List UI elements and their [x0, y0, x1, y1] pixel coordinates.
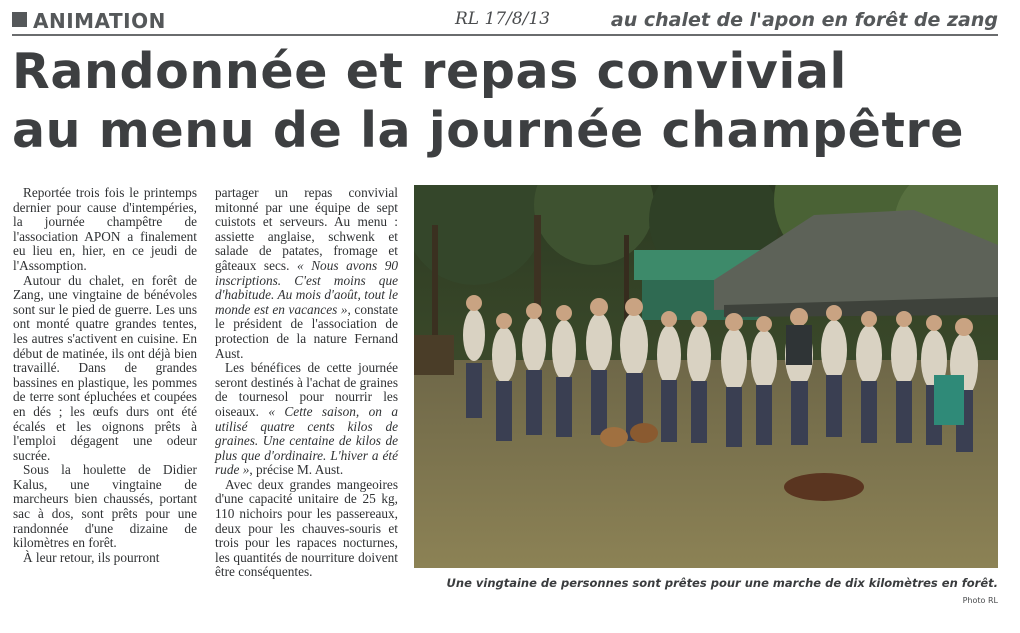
- group-photo: [414, 185, 998, 568]
- headline-line-1: Randonnée et repas convivial: [12, 43, 847, 100]
- text-run: partager un repas convivial mitonné par une équipe de sept cuistots et serveurs. Au menu : assiette anglaise, schwenk et salade de patates, fromage et gâteaux secs.: [215, 185, 398, 273]
- paragraph: [215, 186, 398, 361]
- text-run: , précise M. Aust.: [249, 462, 344, 478]
- handwritten-date-note: RL 17/8/13: [455, 9, 551, 29]
- section-header: [12, 9, 998, 36]
- quote: « Cette saison, on a utilisé quatre cents kilos de graines. Une centaine de kilos de plus que d'ordinaire. L'hiver a été rude »: [215, 403, 398, 478]
- text-run: Les bénéfices de cette journée seront destinés à l'achat de graines de tournesol pour nourrir les oiseaux.: [215, 360, 398, 419]
- photo-credit: Photo RL: [962, 596, 998, 605]
- paragraph: Avec deux grandes mangeoires d'une capacité unitaire de 25 kg, 110 nichoirs pour les passereaux, deux pour les chauves-souris et trois pour les rapaces nocturnes, les quantités de nourriture doivent être conséquentes.: [215, 476, 398, 580]
- headline: [12, 42, 1002, 160]
- kicker: au chalet de l'apon en forêt de zang: [610, 9, 998, 31]
- paragraph: Autour du chalet, en forêt de Zang, une vingtaine de bénévoles sont sur le pied de guerre. Les uns ont monté quatre grandes tentes, les autres s'activent en cuisine. En début de matinée, ils ont déjà bien travaillé. Dans de grandes bassines en plastique, les pommes de terre sont épluchées et coupées en dés ; les œufs durs ont été écalés et les oignons prêts à l'emploi dégagent une odeur sucrée.: [13, 272, 197, 463]
- paragraph: À leur retour, ils pourront: [23, 549, 160, 565]
- text-run: , constate le président de l'association de protection de la nature Fernand Aust.: [215, 301, 398, 361]
- article-column-1: [13, 186, 197, 565]
- paragraph: Sous la houlette de Didier Kalus, une vingtaine de marcheurs bien chaussés, portant sac à dos, sont prêts pour une randonnée d'une dizaine de kilomètres en forêt.: [13, 462, 197, 551]
- quote: « Nous avons 90 inscriptions. C'est moins que d'habitude. Au mois d'août, tout le monde est en vacances »: [215, 257, 398, 317]
- paragraph: Reportée trois fois le printemps dernier pour cause d'intempéries, la journée champêtre de l'association APON a finalement eu lieu en, hier, en ce jeudi de l'Assomption.: [13, 185, 197, 273]
- article-column-2: [215, 186, 398, 580]
- photo-caption: Une vingtaine de personnes sont prêtes pour une marche de dix kilomètres en forêt.: [446, 576, 998, 590]
- rubric-label: ANIMATION: [33, 9, 166, 33]
- photo-illustration: [414, 185, 998, 568]
- rubric-square-icon: [12, 12, 27, 27]
- paragraph: [215, 361, 398, 478]
- headline-line-2: au menu de la journée champêtre: [12, 102, 965, 159]
